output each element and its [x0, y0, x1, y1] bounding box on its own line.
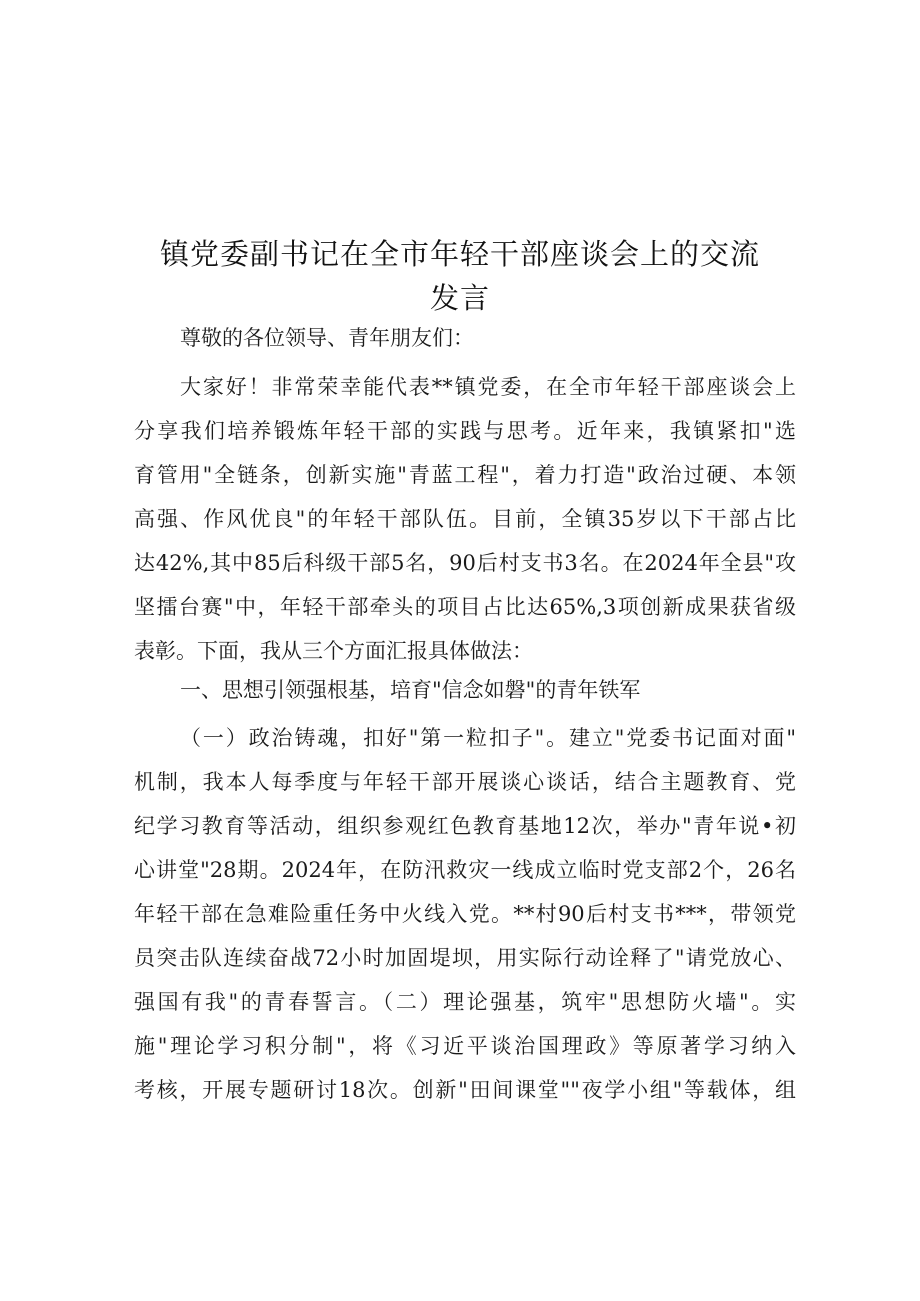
paragraph-2-line: 机制，我本人每季度与年轻干部开展谈心谈话，结合主题教育、党 [134, 770, 796, 794]
salutation: 尊敬的各位领导、青年朋友们： [180, 326, 474, 350]
paragraph-2-line: 施"理论学习积分制"，将《习近平谈治国理政》等原著学习纳入 [134, 1034, 796, 1058]
paragraph-1-line: 育管用"全链条，创新实施"青蓝工程"，着力打造"政治过硬、本领 [134, 463, 796, 487]
section-heading-1: 一、思想引领强根基，培育"信念如磐"的青年铁军 [180, 678, 641, 702]
document-title-line-2: 发言 [429, 281, 490, 315]
paragraph-1-line: 达42%,其中85后科级干部5名，90后村支书3名。在2024年全县"攻 [134, 551, 796, 575]
paragraph-1-line: 坚擂台赛"中，年轻干部牵头的项目占比达65%,3项创新成果获省级 [134, 595, 796, 619]
paragraph-1-line: 大家好！非常荣幸能代表**镇党委，在全市年轻干部座谈会上 [180, 375, 796, 399]
document-title-line-1: 镇党委副书记在全市年轻干部座谈会上的交流 [159, 237, 760, 271]
paragraph-2-line: （一）政治铸魂，扣好"第一粒扣子"。建立"党委书记面对面" [180, 726, 796, 750]
paragraph-1-line: 高强、作风优良"的年轻干部队伍。目前，全镇35岁以下干部占比 [134, 507, 796, 531]
paragraph-2-line: 纪学习教育等活动，组织参观红色教育基地12次，举办"青年说•初 [134, 814, 796, 838]
paragraph-2-line: 年轻干部在急难险重任务中火线入党。**村90后村支书***，带领党 [134, 902, 796, 926]
paragraph-2-line: 强国有我"的青春誓言。（二）理论强基，筑牢"思想防火墙"。实 [134, 990, 796, 1014]
paragraph-2-line: 心讲堂"28期。2024年，在防汛救灾一线成立临时党支部2个，26名 [134, 858, 796, 882]
paragraph-2-line: 考核，开展专题研讨18次。创新"田间课堂""夜学小组"等载体，组 [134, 1078, 796, 1102]
paragraph-1-line: 表彰。下面，我从三个方面汇报具体做法： [134, 639, 533, 663]
paragraph-2-line: 员突击队连续奋战72小时加固堤坝，用实际行动诠释了"请党放心、 [134, 946, 796, 970]
paragraph-1-line: 分享我们培养锻炼年轻干部的实践与思考。近年来，我镇紧扣"选 [134, 419, 796, 443]
